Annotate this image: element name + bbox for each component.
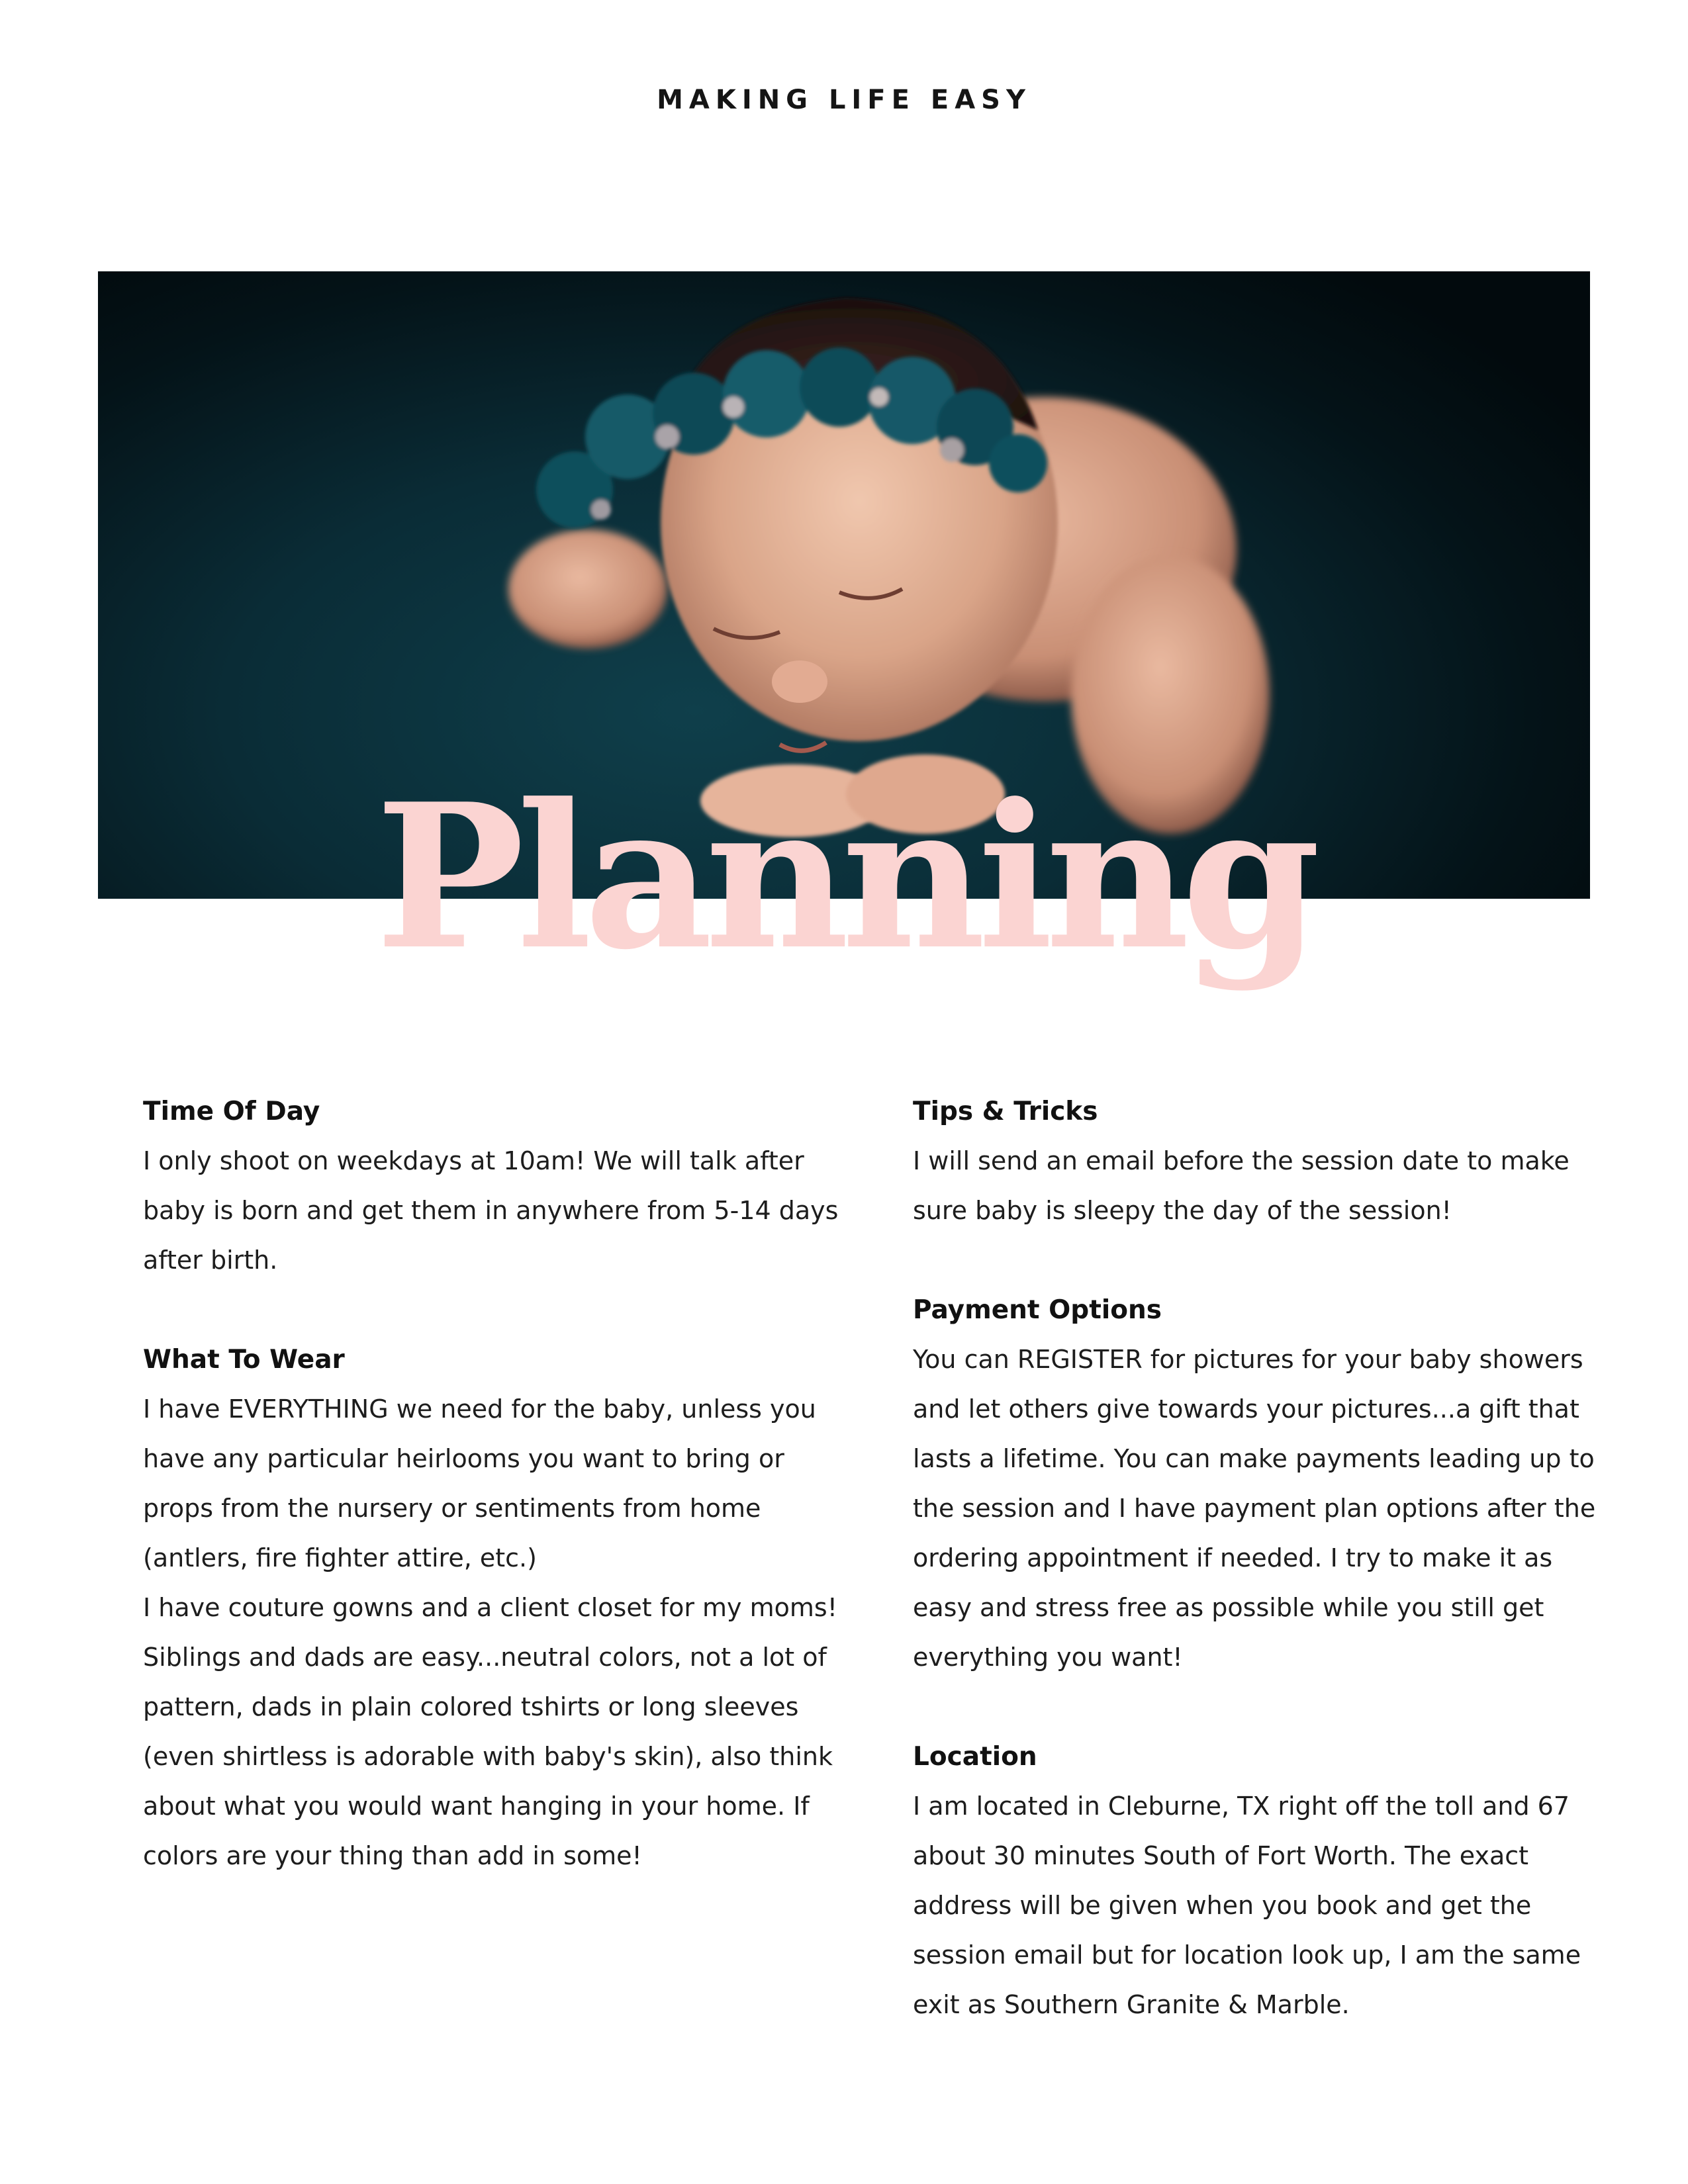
left-column: [143, 1087, 845, 1931]
section-paragraph: I am located in Cleburne, TX right off the toll and 67 about 30 minutes South of Fort Worth. The exact address will be given when you book and get the session email but for location look up, I am the same exit as Southern Granite & Marble.: [913, 1792, 1581, 2019]
section-payment-options: [913, 1285, 1615, 1682]
section-heading: Location: [913, 1742, 1037, 1772]
section-what-to-wear: [143, 1335, 845, 1881]
section-heading: What To Wear: [143, 1345, 345, 1375]
page-kicker: MAKING LIFE EASY: [657, 85, 1031, 115]
section-heading: Tips & Tricks: [913, 1097, 1098, 1126]
section-tips-and-tricks: [913, 1087, 1615, 1236]
section-paragraph: I have EVERYTHING we need for the baby, unless you have any particular heirlooms you want to bring or props from the nursery or sentiments from home (antlers, fire fighter attire, etc.): [143, 1394, 816, 1572]
page-title: Planning: [375, 760, 1313, 993]
section-paragraph: I will send an email before the session date to make sure baby is sleepy the day of the session!: [913, 1146, 1570, 1225]
section-time-of-day: [143, 1087, 845, 1285]
section-paragraph: You can REGISTER for pictures for your baby showers and let others give towards your pictures...a gift that lasts a lifetime. You can make payments leading up to the session and I have payment plan options after the ordering appointment if needed. I try to make it as easy and stress free as possible while you still get everything you want!: [913, 1345, 1596, 1672]
section-paragraph: I only shoot on weekdays at 10am! We will talk after baby is born and get them in anywhere from 5-14 days after birth.: [143, 1146, 839, 1275]
right-column: [913, 1087, 1615, 2079]
section-paragraph: I have couture gowns and a client closet for my moms! Siblings and dads are easy...neutral colors, not a lot of pattern, dads in plain colored tshirts or long sleeves (even shirtless is adorable with baby's skin), also think about what you would want hanging in your home. If colors are your thing than add in some!: [143, 1593, 837, 1870]
section-heading: Payment Options: [913, 1295, 1162, 1325]
section-location: [913, 1732, 1615, 2030]
section-heading: Time Of Day: [143, 1097, 320, 1126]
